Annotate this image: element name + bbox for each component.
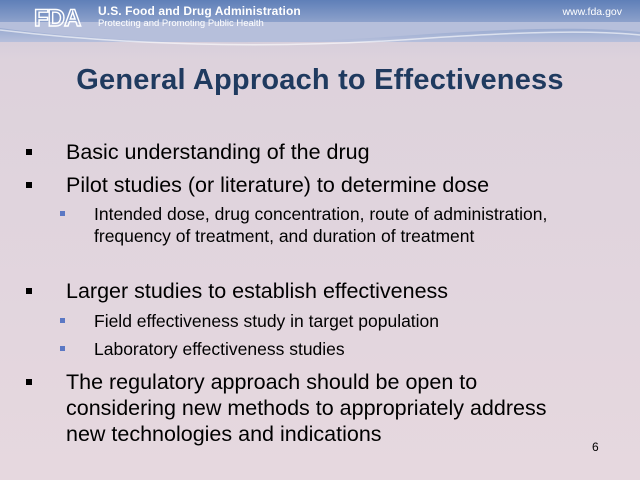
- blue-square-bullet-icon: [60, 211, 65, 216]
- bullet-text: Basic understanding of the drug: [66, 140, 370, 164]
- agency-name: U.S. Food and Drug Administration: [98, 4, 301, 18]
- blue-square-bullet-icon: [60, 346, 65, 351]
- bullet-text: Pilot studies (or literature) to determine dose: [66, 173, 490, 197]
- agency-tagline: Protecting and Promoting Public Health: [98, 18, 264, 29]
- sub-bullet-text: Intended dose, drug concentration, route of administration, frequency of treatment, and duration of treatment: [94, 204, 548, 246]
- fda-logo-text: FDA: [34, 5, 81, 30]
- bullet-text: Larger studies to establish effectiveness: [66, 279, 449, 303]
- sub-bullet-item: [94, 338, 614, 360]
- sub-bullet-item: [94, 310, 614, 332]
- sub-bullet-text: Field effectiveness study in target population: [94, 311, 440, 331]
- sub-bullet-text: Laboratory effectiveness studies: [94, 339, 345, 359]
- bullet-item: [66, 172, 606, 198]
- square-bullet-icon: [26, 182, 32, 188]
- square-bullet-icon: [26, 379, 32, 385]
- bullet-text: The regulatory approach should be open to considering new methods to appropriately address new technologies and indications: [66, 370, 547, 446]
- page-number: 6: [592, 440, 599, 454]
- slide-title: General Approach to Effectiveness: [76, 64, 564, 96]
- blue-square-bullet-icon: [60, 318, 65, 323]
- bullet-item: [66, 369, 566, 447]
- square-bullet-icon: [26, 149, 32, 155]
- sub-bullet-item: [94, 203, 614, 247]
- bullet-item: [66, 278, 606, 304]
- site-url: www.fda.gov: [562, 6, 622, 18]
- bullet-item: [66, 139, 606, 165]
- square-bullet-icon: [26, 288, 32, 294]
